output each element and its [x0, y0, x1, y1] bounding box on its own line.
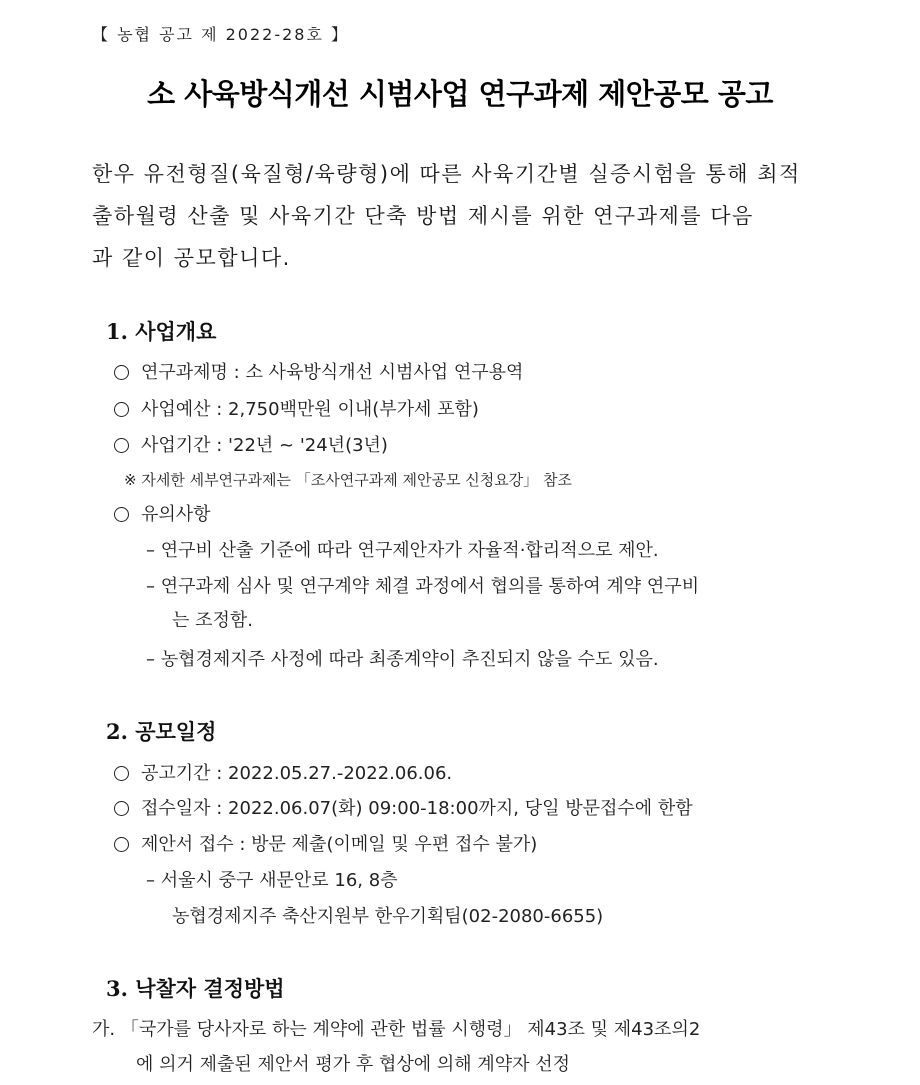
circle-bullet-icon: [114, 507, 129, 522]
intro-line-2: 출하월령 산출 및 사육기간 단축 방법 제시를 위한 연구과제를 다음: [92, 204, 754, 228]
notice-number: 【 농협 공고 제 2022-28호 】: [92, 25, 350, 44]
section-1-item-project-name: [114, 358, 523, 384]
section-2-item-receipt-date: [114, 794, 693, 820]
section-1-item-period: [114, 431, 388, 457]
section-3-item-ga-cont: 에 의거 제출된 제안서 평가 후 협상에 의해 계약자 선정: [136, 1054, 571, 1075]
section-2-item-submission: [114, 830, 537, 856]
circle-bullet-icon: [114, 365, 129, 380]
section-1-heading: 1. 사업개요: [106, 319, 217, 344]
section-1-dash-1: – 연구비 산출 기준에 따라 연구제안자가 자율적·합리적으로 제안.: [146, 540, 659, 561]
item-text: 사업예산 : 2,750백만원 이내(부가세 포함): [141, 399, 479, 420]
page-title: 소 사육방식개선 시범사업 연구과제 제안공모 공고: [147, 77, 773, 111]
section-1-dash-2-cont: 는 조정함.: [172, 610, 253, 631]
section-2-heading: 2. 공모일정: [106, 719, 217, 744]
circle-bullet-icon: [114, 402, 129, 417]
intro-line-1: 한우 유전형질(육질형/육량형)에 따른 사육기간별 실증시험을 통해 최적: [92, 162, 801, 186]
section-3-item-ga: 가. 「국가를 당사자로 하는 계약에 관한 법률 시행령」 제43조 및 제43조의2: [92, 1019, 701, 1040]
section-2-dash-address: – 서울시 중구 새문안로 16, 8층: [146, 870, 398, 891]
item-text: 사업기간 : '22년 ~ '24년(3년): [141, 435, 388, 456]
section-2-dash-address-cont: 농협경제지주 축산지원부 한우기획팀(02-2080-6655): [172, 906, 604, 927]
circle-bullet-icon: [114, 438, 129, 453]
section-1-note: ※ 자세한 세부연구과제는 「조사연구과제 제안공모 신청요강」 참조: [124, 471, 572, 489]
circle-bullet-icon: [114, 801, 129, 816]
section-2-item-notice-period: [114, 759, 452, 785]
section-1-item-notes: [114, 500, 211, 526]
section-3-heading: 3. 낙찰자 결정방법: [106, 976, 285, 1001]
section-1-dash-3: – 농협경제지주 사정에 따라 최종계약이 추진되지 않을 수도 있음.: [146, 649, 659, 670]
section-1-dash-2: – 연구과제 심사 및 연구계약 체결 과정에서 협의를 통하여 계약 연구비: [146, 576, 700, 597]
intro-line-3: 과 같이 공모합니다.: [92, 246, 291, 270]
item-text: 연구과제명 : 소 사육방식개선 시범사업 연구용역: [141, 362, 524, 383]
item-text: 유의사항: [141, 504, 211, 525]
item-text: 접수일자 : 2022.06.07(화) 09:00-18:00까지, 당일 방문접수에 한함: [141, 798, 693, 819]
section-1-item-budget: [114, 395, 479, 421]
circle-bullet-icon: [114, 766, 129, 781]
circle-bullet-icon: [114, 837, 129, 852]
item-text: 제안서 접수 : 방문 제출(이메일 및 우편 접수 불가): [141, 834, 538, 855]
item-text: 공고기간 : 2022.05.27.-2022.06.06.: [141, 763, 453, 784]
